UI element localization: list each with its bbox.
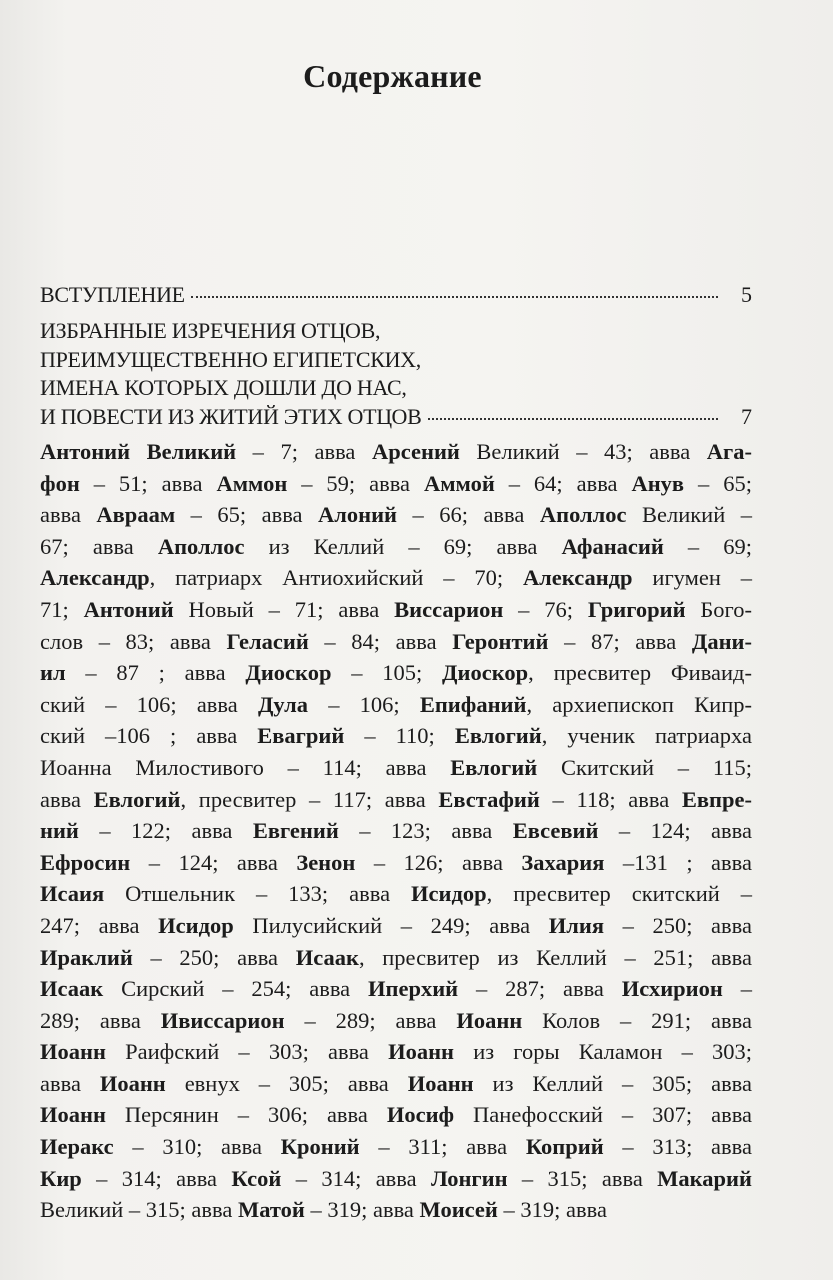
saint-name: Исидор bbox=[158, 912, 234, 938]
saint-name: Александр bbox=[40, 565, 150, 591]
saint-name: Евлогий bbox=[450, 754, 538, 780]
saint-name: Авраам bbox=[96, 502, 176, 528]
index-line bbox=[40, 531, 752, 563]
index-text: – 87; авва bbox=[548, 628, 692, 654]
saint-name: Исхирион bbox=[621, 976, 723, 1002]
saint-name: Аполлос bbox=[539, 502, 627, 528]
index-line bbox=[40, 499, 752, 531]
index-line bbox=[40, 878, 752, 910]
saint-name: Иоанн bbox=[456, 1007, 523, 1033]
index-text: – 250; авва bbox=[604, 912, 752, 938]
saint-name: Исидор bbox=[411, 881, 487, 907]
index-text: Отшельник – 133; авва bbox=[104, 881, 412, 907]
saint-name: Илия bbox=[548, 912, 605, 938]
saint-name: Епифаний bbox=[419, 691, 527, 717]
index-text: из Келлий – 305; авва bbox=[473, 1070, 753, 1096]
saint-name: Ивиссарион bbox=[160, 1007, 285, 1033]
toc-entry-title-line: И ПОВЕСТИ ИЗ ЖИТИЙ ЭТИХ ОТЦОВ bbox=[40, 403, 422, 429]
index-text: игумен – bbox=[632, 565, 752, 591]
saint-name: Иеракс bbox=[40, 1134, 114, 1160]
toc-page-number: 7 bbox=[741, 403, 752, 429]
index-text: – 106; bbox=[308, 691, 420, 717]
index-text: – 124; авва bbox=[130, 849, 297, 875]
index-text: –131 ; авва bbox=[604, 849, 752, 875]
index-text: – bbox=[722, 976, 752, 1002]
index-line bbox=[40, 468, 752, 500]
saint-name: Ксой bbox=[231, 1165, 282, 1191]
index-text: – 59; авва bbox=[287, 470, 424, 496]
saint-name: Коприй bbox=[525, 1134, 604, 1160]
saint-name: Геронтий bbox=[452, 628, 549, 654]
index-line bbox=[40, 626, 752, 658]
index-text: – 319; авва bbox=[497, 1197, 607, 1223]
index-line bbox=[40, 720, 752, 752]
index-line bbox=[40, 815, 752, 847]
index-text: – 84; авва bbox=[308, 628, 453, 654]
index-text: , пресвитер Фиваид- bbox=[528, 660, 752, 686]
index-line bbox=[40, 1036, 752, 1068]
saint-name: Евгений bbox=[252, 818, 339, 844]
index-text: Пилусийский – 249; авва bbox=[233, 912, 549, 938]
saint-name: Ага- bbox=[706, 439, 752, 464]
index-line bbox=[40, 973, 752, 1005]
index-text: авва bbox=[40, 786, 94, 812]
index-line bbox=[40, 942, 752, 974]
index-text: , архиепископ Кипр- bbox=[526, 691, 752, 717]
index-text: – 105; bbox=[331, 660, 443, 686]
toc-entry-title-line: ПРЕИМУЩЕСТВЕННО ЕГИПЕТСКИХ, bbox=[40, 346, 421, 372]
index-text: – 311; авва bbox=[359, 1134, 526, 1160]
index-text: – 76; bbox=[503, 596, 588, 622]
index-text: – 124; авва bbox=[598, 818, 752, 844]
toc-entry-title-line: ИМЕНА КОТОРЫХ ДОШЛИ ДО НАС, bbox=[40, 375, 407, 400]
index-line bbox=[40, 562, 752, 594]
names-index bbox=[40, 436, 752, 1226]
index-text: авва bbox=[40, 1070, 100, 1096]
saint-name: Александр bbox=[522, 565, 633, 591]
index-text: 247; авва bbox=[40, 912, 159, 938]
saint-name: Матой bbox=[237, 1197, 305, 1223]
saint-name: Антоний Великий bbox=[40, 439, 237, 464]
saint-name: Иперхий bbox=[368, 976, 459, 1002]
index-text: – 314; авва bbox=[281, 1165, 431, 1191]
saint-name: Евстафий bbox=[438, 786, 540, 812]
index-line bbox=[40, 1131, 752, 1163]
saint-name: Лонгин bbox=[430, 1165, 508, 1191]
saint-name: Иоанн bbox=[407, 1070, 474, 1096]
index-text: – 7; авва bbox=[236, 439, 372, 464]
saint-name: ний bbox=[40, 818, 79, 844]
index-text: – 123; авва bbox=[338, 818, 513, 844]
saint-name: Аммон bbox=[216, 470, 288, 496]
index-text: – 65; bbox=[684, 470, 752, 496]
saint-name: Диоскор bbox=[442, 660, 529, 686]
index-line bbox=[40, 1099, 752, 1131]
saint-name: Ираклий bbox=[40, 944, 133, 970]
saint-name: Антоний bbox=[83, 596, 174, 622]
index-text: Бого- bbox=[685, 596, 752, 622]
index-line bbox=[40, 1194, 752, 1226]
index-text: – 118; авва bbox=[539, 786, 682, 812]
index-text: , пресвитер скитский – bbox=[486, 881, 752, 907]
toc-entry-title-line: ИЗБРАННЫЕ ИЗРЕЧЕНИЯ ОТЦОВ, bbox=[40, 318, 381, 343]
saint-name: Аммой bbox=[423, 470, 495, 496]
index-text: Великий – bbox=[626, 502, 752, 528]
index-text: – 289; авва bbox=[284, 1007, 457, 1033]
saint-name: Евсевий bbox=[512, 818, 599, 844]
saint-name: Иоанн bbox=[388, 1039, 455, 1065]
saint-name: Дани- bbox=[691, 628, 752, 654]
index-text: 289; авва bbox=[40, 1007, 161, 1033]
index-text: евнух – 305; авва bbox=[165, 1070, 408, 1096]
saint-name: Евлогий bbox=[454, 723, 542, 749]
leader-dots bbox=[191, 295, 718, 298]
index-text: – 287; авва bbox=[458, 976, 622, 1002]
toc-line bbox=[40, 281, 752, 310]
toc-line bbox=[40, 317, 752, 346]
toc-page-number: 5 bbox=[741, 282, 752, 307]
page-title: Содержание bbox=[303, 58, 482, 94]
index-text: Новый – 71; авва bbox=[173, 596, 395, 622]
saint-name: Иосиф bbox=[386, 1102, 455, 1128]
index-text: из горы Каламон – 303; bbox=[454, 1039, 752, 1065]
saint-name: ил bbox=[40, 660, 66, 686]
index-text: – 87 ; авва bbox=[65, 660, 246, 686]
index-line bbox=[40, 436, 752, 468]
index-line bbox=[40, 1068, 752, 1100]
index-text: – 126; авва bbox=[355, 849, 522, 875]
index-line bbox=[40, 784, 752, 816]
saint-name: Исаак bbox=[295, 944, 359, 970]
leader-dots bbox=[428, 417, 718, 420]
index-text: 71; bbox=[40, 596, 84, 622]
index-text: – 65; авва bbox=[175, 502, 318, 528]
index-line bbox=[40, 910, 752, 942]
saint-name: Макарий bbox=[657, 1165, 752, 1191]
toc-line bbox=[40, 346, 752, 375]
index-text: , ученик патриарха bbox=[541, 723, 752, 749]
index-text: – 66; авва bbox=[397, 502, 540, 528]
index-text: – 69; bbox=[663, 533, 752, 559]
toc-line bbox=[40, 403, 752, 432]
saint-name: Дула bbox=[257, 691, 308, 717]
index-text: Раифский – 303; авва bbox=[105, 1039, 389, 1065]
index-text: Иоанна Милостивого – 114; авва bbox=[40, 754, 451, 780]
index-text: – 315; авва bbox=[507, 1165, 658, 1191]
index-line bbox=[40, 657, 752, 689]
index-text: , пресвитер из Келлий – 251; авва bbox=[358, 944, 752, 970]
saint-name: Евлогий bbox=[93, 786, 181, 812]
saint-name: Диоскор bbox=[245, 660, 332, 686]
saint-name: Иоанн bbox=[40, 1102, 106, 1128]
saint-name: Иоанн bbox=[40, 1039, 106, 1065]
toc-entry-title: ВСТУПЛЕНИЕ bbox=[40, 282, 185, 307]
saint-name: Моисей bbox=[419, 1197, 498, 1223]
index-text: – 51; авва bbox=[79, 470, 217, 496]
index-line bbox=[40, 1163, 752, 1195]
saint-name: Исаия bbox=[40, 881, 105, 907]
saint-name: Афанасий bbox=[561, 533, 664, 559]
index-line bbox=[40, 689, 752, 721]
index-text: авва bbox=[40, 502, 97, 528]
saint-name: фон bbox=[40, 470, 80, 496]
index-text: – 64; авва bbox=[494, 470, 632, 496]
index-text: Великий – 43; авва bbox=[459, 439, 707, 464]
index-text: – 314; авва bbox=[81, 1165, 232, 1191]
index-text: из Келлий – 69; авва bbox=[244, 533, 562, 559]
index-text: – 319; авва bbox=[304, 1197, 420, 1223]
index-text: Панефосский – 307; авва bbox=[454, 1102, 753, 1128]
index-text: Колов – 291; авва bbox=[522, 1007, 752, 1033]
index-text: – 313; авва bbox=[603, 1134, 752, 1160]
saint-name: Зенон bbox=[296, 849, 356, 875]
saint-name: Захария bbox=[521, 849, 605, 875]
index-line bbox=[40, 752, 752, 784]
toc-entry-sayings bbox=[40, 317, 752, 431]
saint-name: Арсений bbox=[371, 439, 460, 464]
index-text: Скитский – 115; bbox=[537, 754, 752, 780]
saint-name: Григорий bbox=[587, 596, 686, 622]
index-line bbox=[40, 1005, 752, 1037]
index-text: ский – 106; авва bbox=[40, 691, 258, 717]
index-text: 67; авва bbox=[40, 533, 158, 559]
saint-name: Анув bbox=[631, 470, 685, 496]
index-text: , пресвитер – 117; авва bbox=[180, 786, 439, 812]
saint-name: Ефросин bbox=[40, 849, 131, 875]
saint-name: Евпре- bbox=[681, 786, 752, 812]
index-text: – 110; bbox=[344, 723, 455, 749]
saint-name: Аполлос bbox=[157, 533, 245, 559]
index-text: слов – 83; авва bbox=[40, 628, 227, 654]
saint-name: Евагрий bbox=[257, 723, 345, 749]
saint-name: Геласий bbox=[226, 628, 309, 654]
toc-line bbox=[40, 374, 752, 403]
index-text: Персянин – 306; авва bbox=[105, 1102, 387, 1128]
index-text: – 310; авва bbox=[113, 1134, 281, 1160]
index-line bbox=[40, 594, 752, 626]
saint-name: Алоний bbox=[318, 502, 398, 528]
index-line bbox=[40, 847, 752, 879]
index-text: ский –106 ; авва bbox=[40, 723, 258, 749]
index-text: Великий – 315; авва bbox=[40, 1197, 238, 1223]
saint-name: Исаак bbox=[40, 976, 104, 1002]
saint-name: Иоанн bbox=[99, 1070, 166, 1096]
index-text: – 122; авва bbox=[78, 818, 253, 844]
saint-name: Кир bbox=[40, 1165, 82, 1191]
index-text: Сирский – 254; авва bbox=[103, 976, 368, 1002]
index-text: – 250; авва bbox=[132, 944, 296, 970]
saint-name: Виссарион bbox=[394, 596, 504, 622]
toc-entry-introduction bbox=[40, 281, 752, 310]
saint-name: Кроний bbox=[280, 1134, 360, 1160]
index-text: , патриарх Антиохийский – 70; bbox=[149, 565, 523, 591]
